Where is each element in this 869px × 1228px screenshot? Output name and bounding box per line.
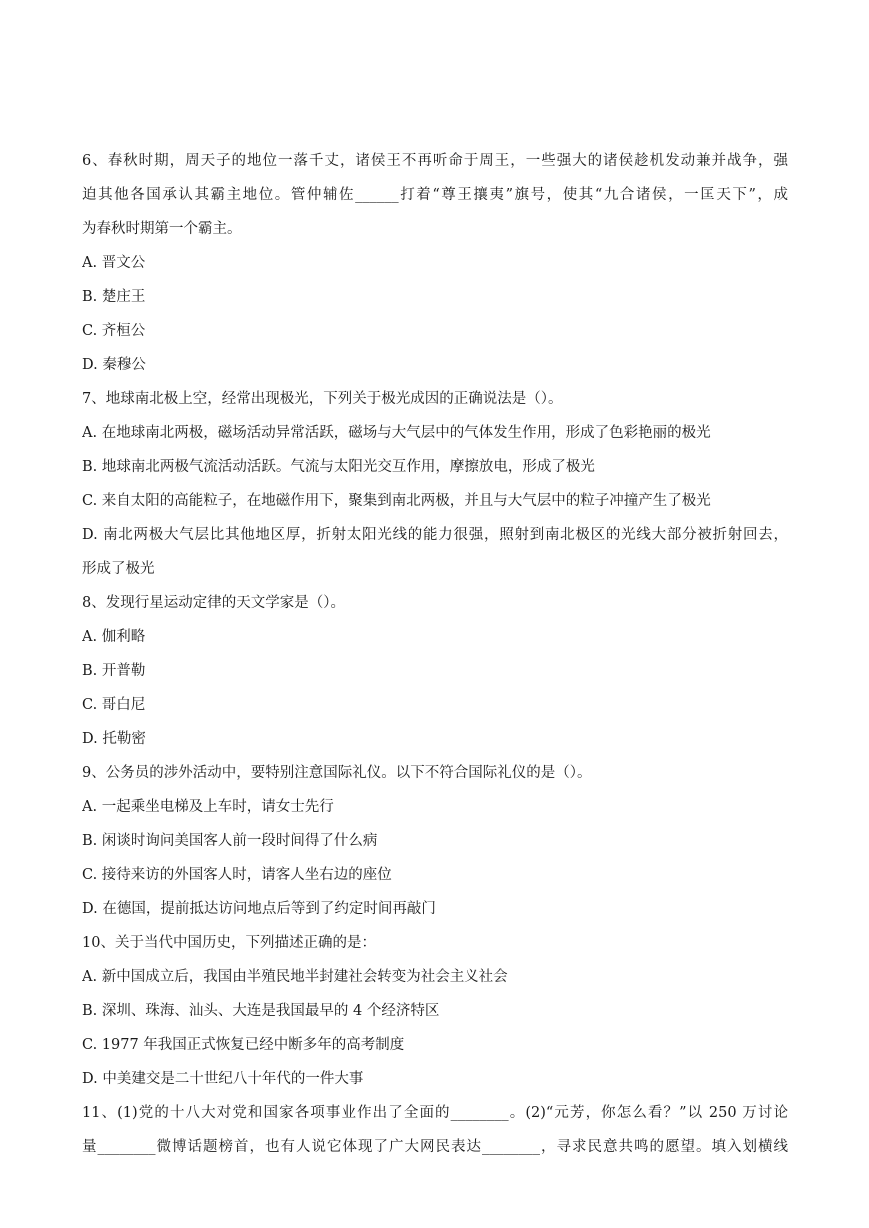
question-6-option-c: C. 齐桓公: [82, 323, 146, 339]
question-11-text-line-1: 11、(1)党的十八大对党和国家各项事业作出了全面的________。(2)“元芳，你怎么看？”以 250 万讨论: [82, 1105, 788, 1121]
question-8-text-line-1: 8、发现行星运动定律的天文学家是（）。: [82, 595, 345, 611]
question-7-text-line-1: 7、地球南北极上空，经常出现极光，下列关于极光成因的正确说法是（）。: [82, 391, 563, 407]
question-10-option-d: D. 中美建交是二十世纪八十年代的一件大事: [82, 1071, 364, 1087]
question-7: [82, 382, 788, 586]
question-8: [82, 586, 788, 756]
question-8-option-d: D. 托勒密: [82, 731, 146, 747]
question-6-text-line-3: 为春秋时期第一个霸主。: [82, 221, 242, 237]
question-7-option-d: D. 南北两极大气层比其他地区厚，折射太阳光线的能力很强，照射到南北极区的光线大部分被折射回去，: [82, 527, 788, 543]
question-7-option-a: A. 在地球南北两极，磁场活动异常活跃，磁场与大气层中的气体发生作用，形成了色彩艳丽的极光: [82, 425, 711, 441]
question-6-option-b: B. 楚庄王: [82, 289, 146, 305]
question-9: [82, 756, 788, 926]
question-6: [82, 144, 788, 382]
question-6-option-a: A. 晋文公: [82, 255, 146, 271]
question-7-option-c: C. 来自太阳的高能粒子，在地磁作用下，聚集到南北两极，并且与大气层中的粒子冲撞产生了极光: [82, 493, 711, 509]
question-10-text-line-1: 10、关于当代中国历史，下列描述正确的是：: [82, 935, 376, 951]
question-8-option-a: A. 伽利略: [82, 629, 146, 645]
question-11: [82, 1096, 788, 1164]
question-9-option-c: C. 接待来访的外国客人时，请客人坐右边的座位: [82, 867, 392, 883]
question-6-text-line-1: 6、春秋时期，周天子的地位一落千丈，诸侯王不再听命于周王，一些强大的诸侯趁机发动兼并战争，强: [82, 153, 788, 169]
question-list: [82, 144, 788, 1164]
question-11-text-line-2: 量________微博话题榜首，也有人说它体现了广大网民表达________，寻求民意共鸣的愿望。填入划横线: [82, 1139, 788, 1155]
question-10-option-c: C. 1977 年我国正式恢复已经中断多年的高考制度: [82, 1037, 405, 1053]
question-10-option-a: A. 新中国成立后，我国由半殖民地半封建社会转变为社会主义社会: [82, 969, 508, 985]
question-8-option-c: C. 哥白尼: [82, 697, 146, 713]
question-9-option-d: D. 在德国，提前抵达访问地点后等到了约定时间再敲门: [82, 901, 436, 917]
question-10: [82, 926, 788, 1096]
question-7-option-d-continued: 形成了极光: [82, 561, 155, 577]
question-9-option-b: B. 闲谈时询问美国客人前一段时间得了什么病: [82, 833, 378, 849]
question-7-option-b: B. 地球南北两极气流活动活跃。气流与太阳光交互作用，摩擦放电，形成了极光: [82, 459, 595, 475]
question-6-option-d: D. 秦穆公: [82, 357, 146, 373]
question-8-option-b: B. 开普勒: [82, 663, 146, 679]
question-6-text-line-2: 迫其他各国承认其霸主地位。管仲辅佐______打着“尊王攘夷”旗号，使其“九合诸侯，一匡天下”，成: [82, 187, 788, 203]
question-9-text-line-1: 9、公务员的涉外活动中，要特别注意国际礼仪。以下不符合国际礼仪的是（）。: [82, 765, 592, 781]
question-9-option-a: A. 一起乘坐电梯及上车时，请女士先行: [82, 799, 334, 815]
question-10-option-b: B. 深圳、珠海、汕头、大连是我国最早的 4 个经济特区: [82, 1003, 440, 1019]
